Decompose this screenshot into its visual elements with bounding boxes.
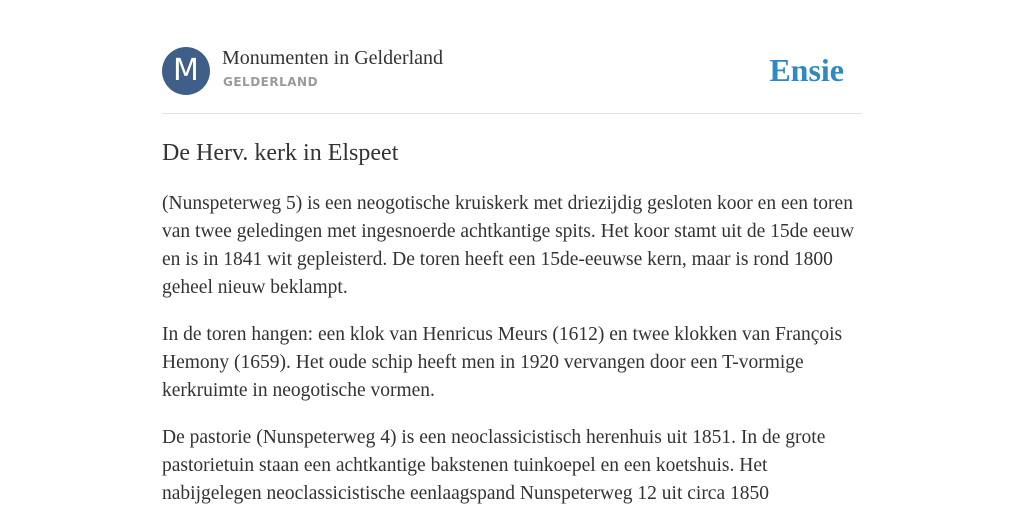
avatar[interactable]: M [162,47,210,95]
site-title[interactable]: Monumenten in Gelderland [222,47,444,69]
article-paragraph-2: In de toren hangen: een klok van Henricus Meurs (1612) en twee klokken van François Hemony (1659). Het oude schip heeft men in 1920 vervangen door een T-vormige kerkruimte in neogotische vormen. [162,324,843,401]
brand-logo[interactable]: Ensie [769,52,844,88]
article-title: De Herv. kerk in Elspeet [162,140,399,166]
article-paragraph-3: De pastorie (Nunspeterweg 4) is een neoclassicistisch herenhuis uit 1851. In de grote pastorietuin staan een achtkantige bakstenen tuinkoepel en een koetshuis. Het nabijgelegen neoclassicistische eenlaagspand Nunspeterweg 12 uit circa 1850 [162,427,826,504]
site-header [162,0,862,114]
page-container [162,0,862,504]
article-body [162,190,862,527]
site-subtitle[interactable]: GELDERLAND [223,75,319,89]
article-paragraph-1: (Nunspeterweg 5) is een neogotische kruiskerk met driezijdig gesloten koor en een toren van twee geledingen met ingesnoerde achtkantige spits. Het koor stamt uit de 15de eeuw en is in 1841 wit gepleisterd. De toren heeft een 15de-eeuwse kern, maar is rond 1800 geheel nieuw beklampt. [162,193,855,298]
